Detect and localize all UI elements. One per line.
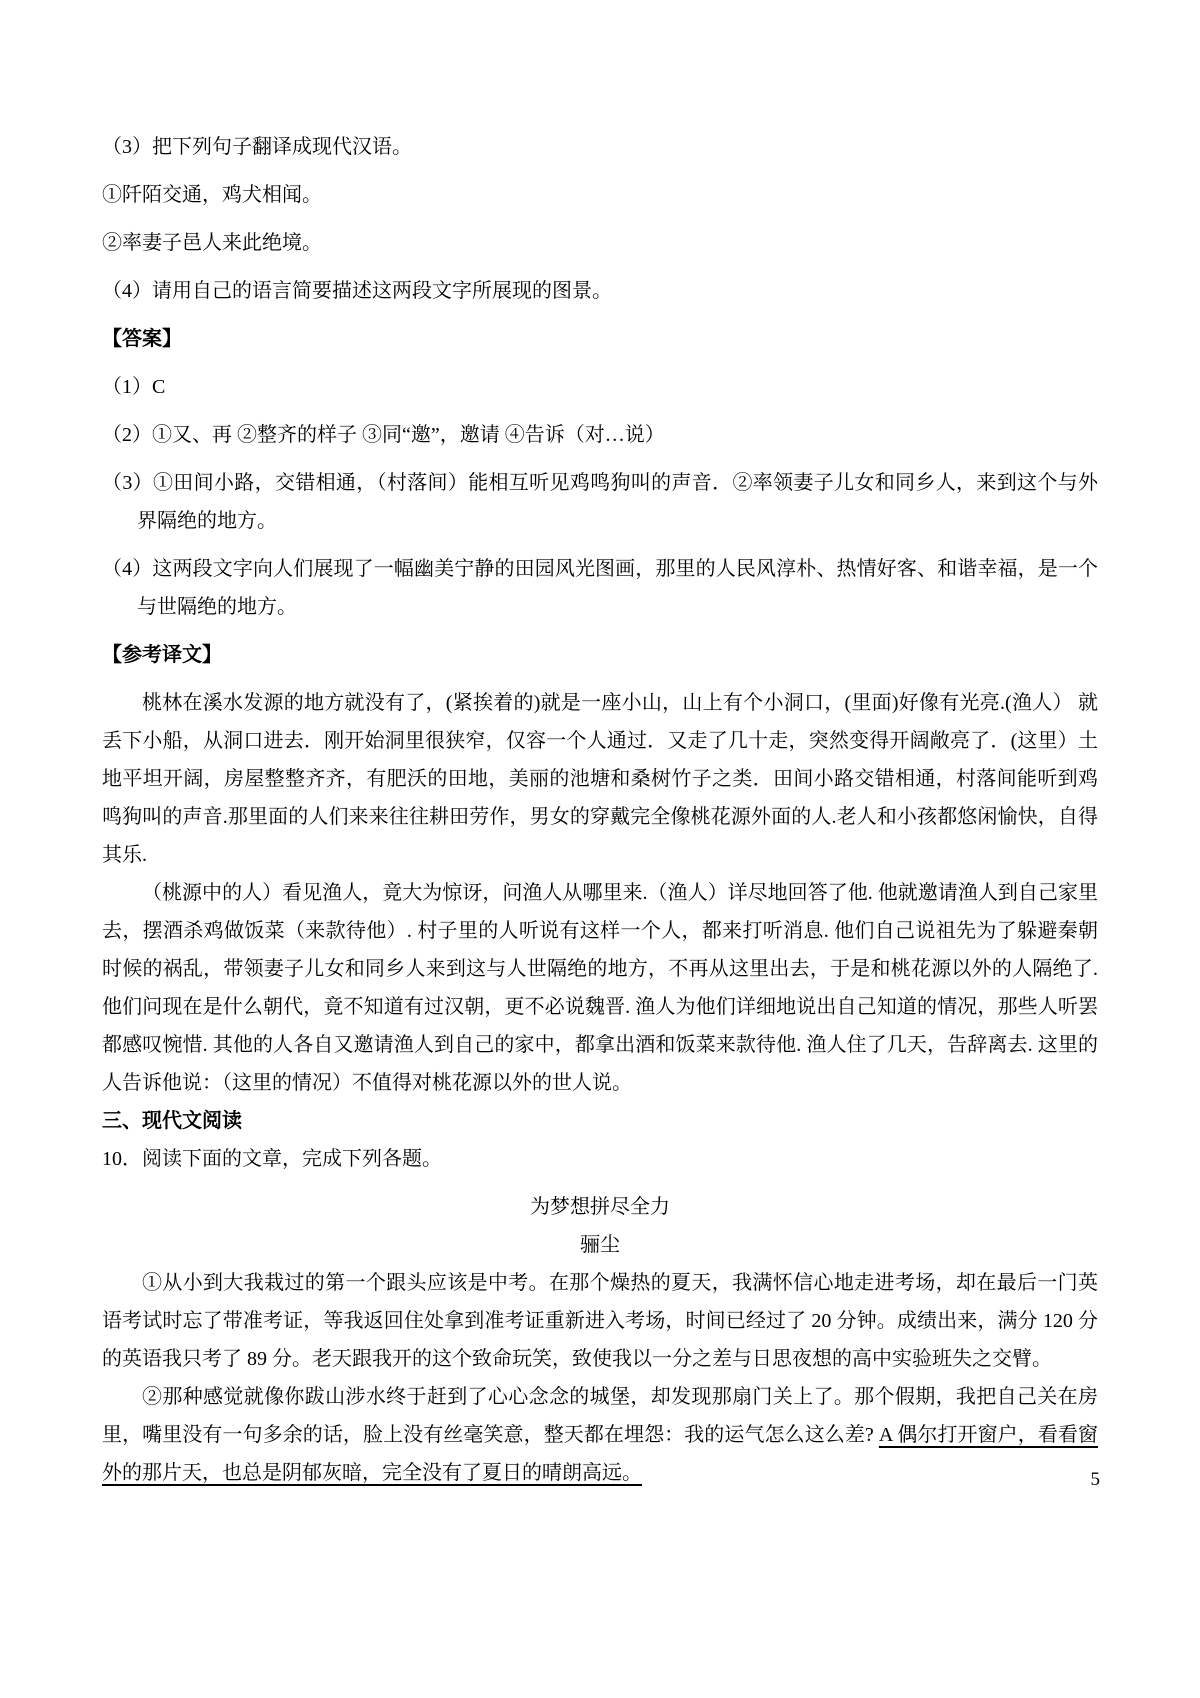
question-3-item-2: ②率妻子邑人来此绝境。 — [102, 232, 322, 254]
question-4-header: （4）请用自己的语言简要描述这两段文字所展现的图景。 — [102, 280, 612, 302]
reference-translation-header: 【参考译文】 — [102, 644, 222, 666]
answer-4: （4）这两段文字向人们展现了一幅幽美宁静的田园风光图画，那里的人民风淳朴、热情好客、和谐幸福，是一个与世隔绝的地方。 — [102, 558, 1098, 618]
question-3-item-1: ①阡陌交通，鸡犬相闻。 — [102, 184, 322, 206]
article-paragraph-1: ①从小到大我栽过的第一个跟头应该是中考。在那个燥热的夏天，我满怀信心地走进考场，却在最后一门英语考试时忘了带准考证，等我返回住处拿到准考证重新进入考场，时间已经过了 20 分钟。成绩出来，满分 120 分的英语我只考了 89 分。老天跟我开的这个致命玩笑，致使我以一分之差与日思夜想的高中实验班失之交臂。 — [102, 1272, 1098, 1370]
question-3-header: （3）把下列句子翻译成现代汉语。 — [102, 136, 412, 158]
article-paragraph-2-text: ②那种感觉就像你跋山涉水终于赶到了心心念念的城堡，却发现那扇门关上了。那个假期，我把自己关在房里，嘴里没有一句多余的话，脸上没有丝毫笑意，整天都在埋怨：我的运气怎么这么差? — [102, 1386, 1098, 1446]
article-author: 骊尘 — [580, 1234, 620, 1256]
article-paragraph-2-underlined-sentence-a: A 偶尔打开窗户，看看窗外的那片天，也总是阴郁灰暗，完全没有了夏日的晴朗高远。 — [102, 1424, 1098, 1484]
translation-paragraph-2: （桃源中的人）看见渔人，竟大为惊讶，问渔人从哪里来.（渔人）详尽地回答了他. 他就邀请渔人到自己家里去，摆酒杀鸡做饭菜（来款待他）. 村子里的人听说有这样一个人，都来打听消息. 他们自己说祖先为了躲避秦朝时候的祸乱，带领妻子儿女和同乡人来到这与人世隔绝的地方，不再从这里出去，于是和桃花源以外的人隔绝了. 他们问现在是什么朝代，竟不知道有过汉朝，更不必说魏晋. 渔人为他们详细地说出自己知道的情况，那些人听罢都感叹惋惜. 其他的人各自又邀请渔人到自己的家中，都拿出酒和饭菜来款待他. 渔人住了几天，告辞离去. 这里的人告诉他说：（这里的情况）不值得对桃花源以外的世人说。 — [102, 882, 1098, 1094]
section-3-header: 三、现代文阅读 — [102, 1110, 242, 1132]
answer-3: （3）①田间小路，交错相通，（村落间）能相互听见鸡鸣狗叫的声音．②率领妻子儿女和同乡人，来到这个与外界隔绝的地方。 — [102, 472, 1098, 532]
question-10-header: 10．阅读下面的文章，完成下列各题。 — [102, 1148, 442, 1170]
answer-2: （2）①又、再 ②整齐的样子 ③同“邀”，邀请 ④告诉（对…说） — [102, 424, 665, 446]
article-title: 为梦想拼尽全力 — [530, 1196, 670, 1218]
answer-1: （1）C — [102, 376, 166, 398]
article-paragraph-2 — [102, 1378, 1098, 1492]
translation-paragraph-1: 桃林在溪水发源的地方就没有了，(紧挨着的)就是一座小山，山上有个小洞口，(里面)好像有光亮.(渔人） 就丢下小船，从洞口进去．刚开始洞里很狭窄，仅容一个人通过．又走了几十走，突然变得开阔敞亮了．(这里）土地平坦开阔，房屋整整齐齐，有肥沃的田地，美丽的池塘和桑树竹子之类．田间小路交错相通，村落间能听到鸡鸣狗叫的声音.那里面的人们来来往往耕田劳作，男女的穿戴完全像桃花源外面的人.老人和小孩都悠闲愉快，自得其乐. — [102, 692, 1098, 866]
answer-section-header: 【答案】 — [102, 328, 182, 350]
page-number: 5 — [1090, 1469, 1100, 1490]
